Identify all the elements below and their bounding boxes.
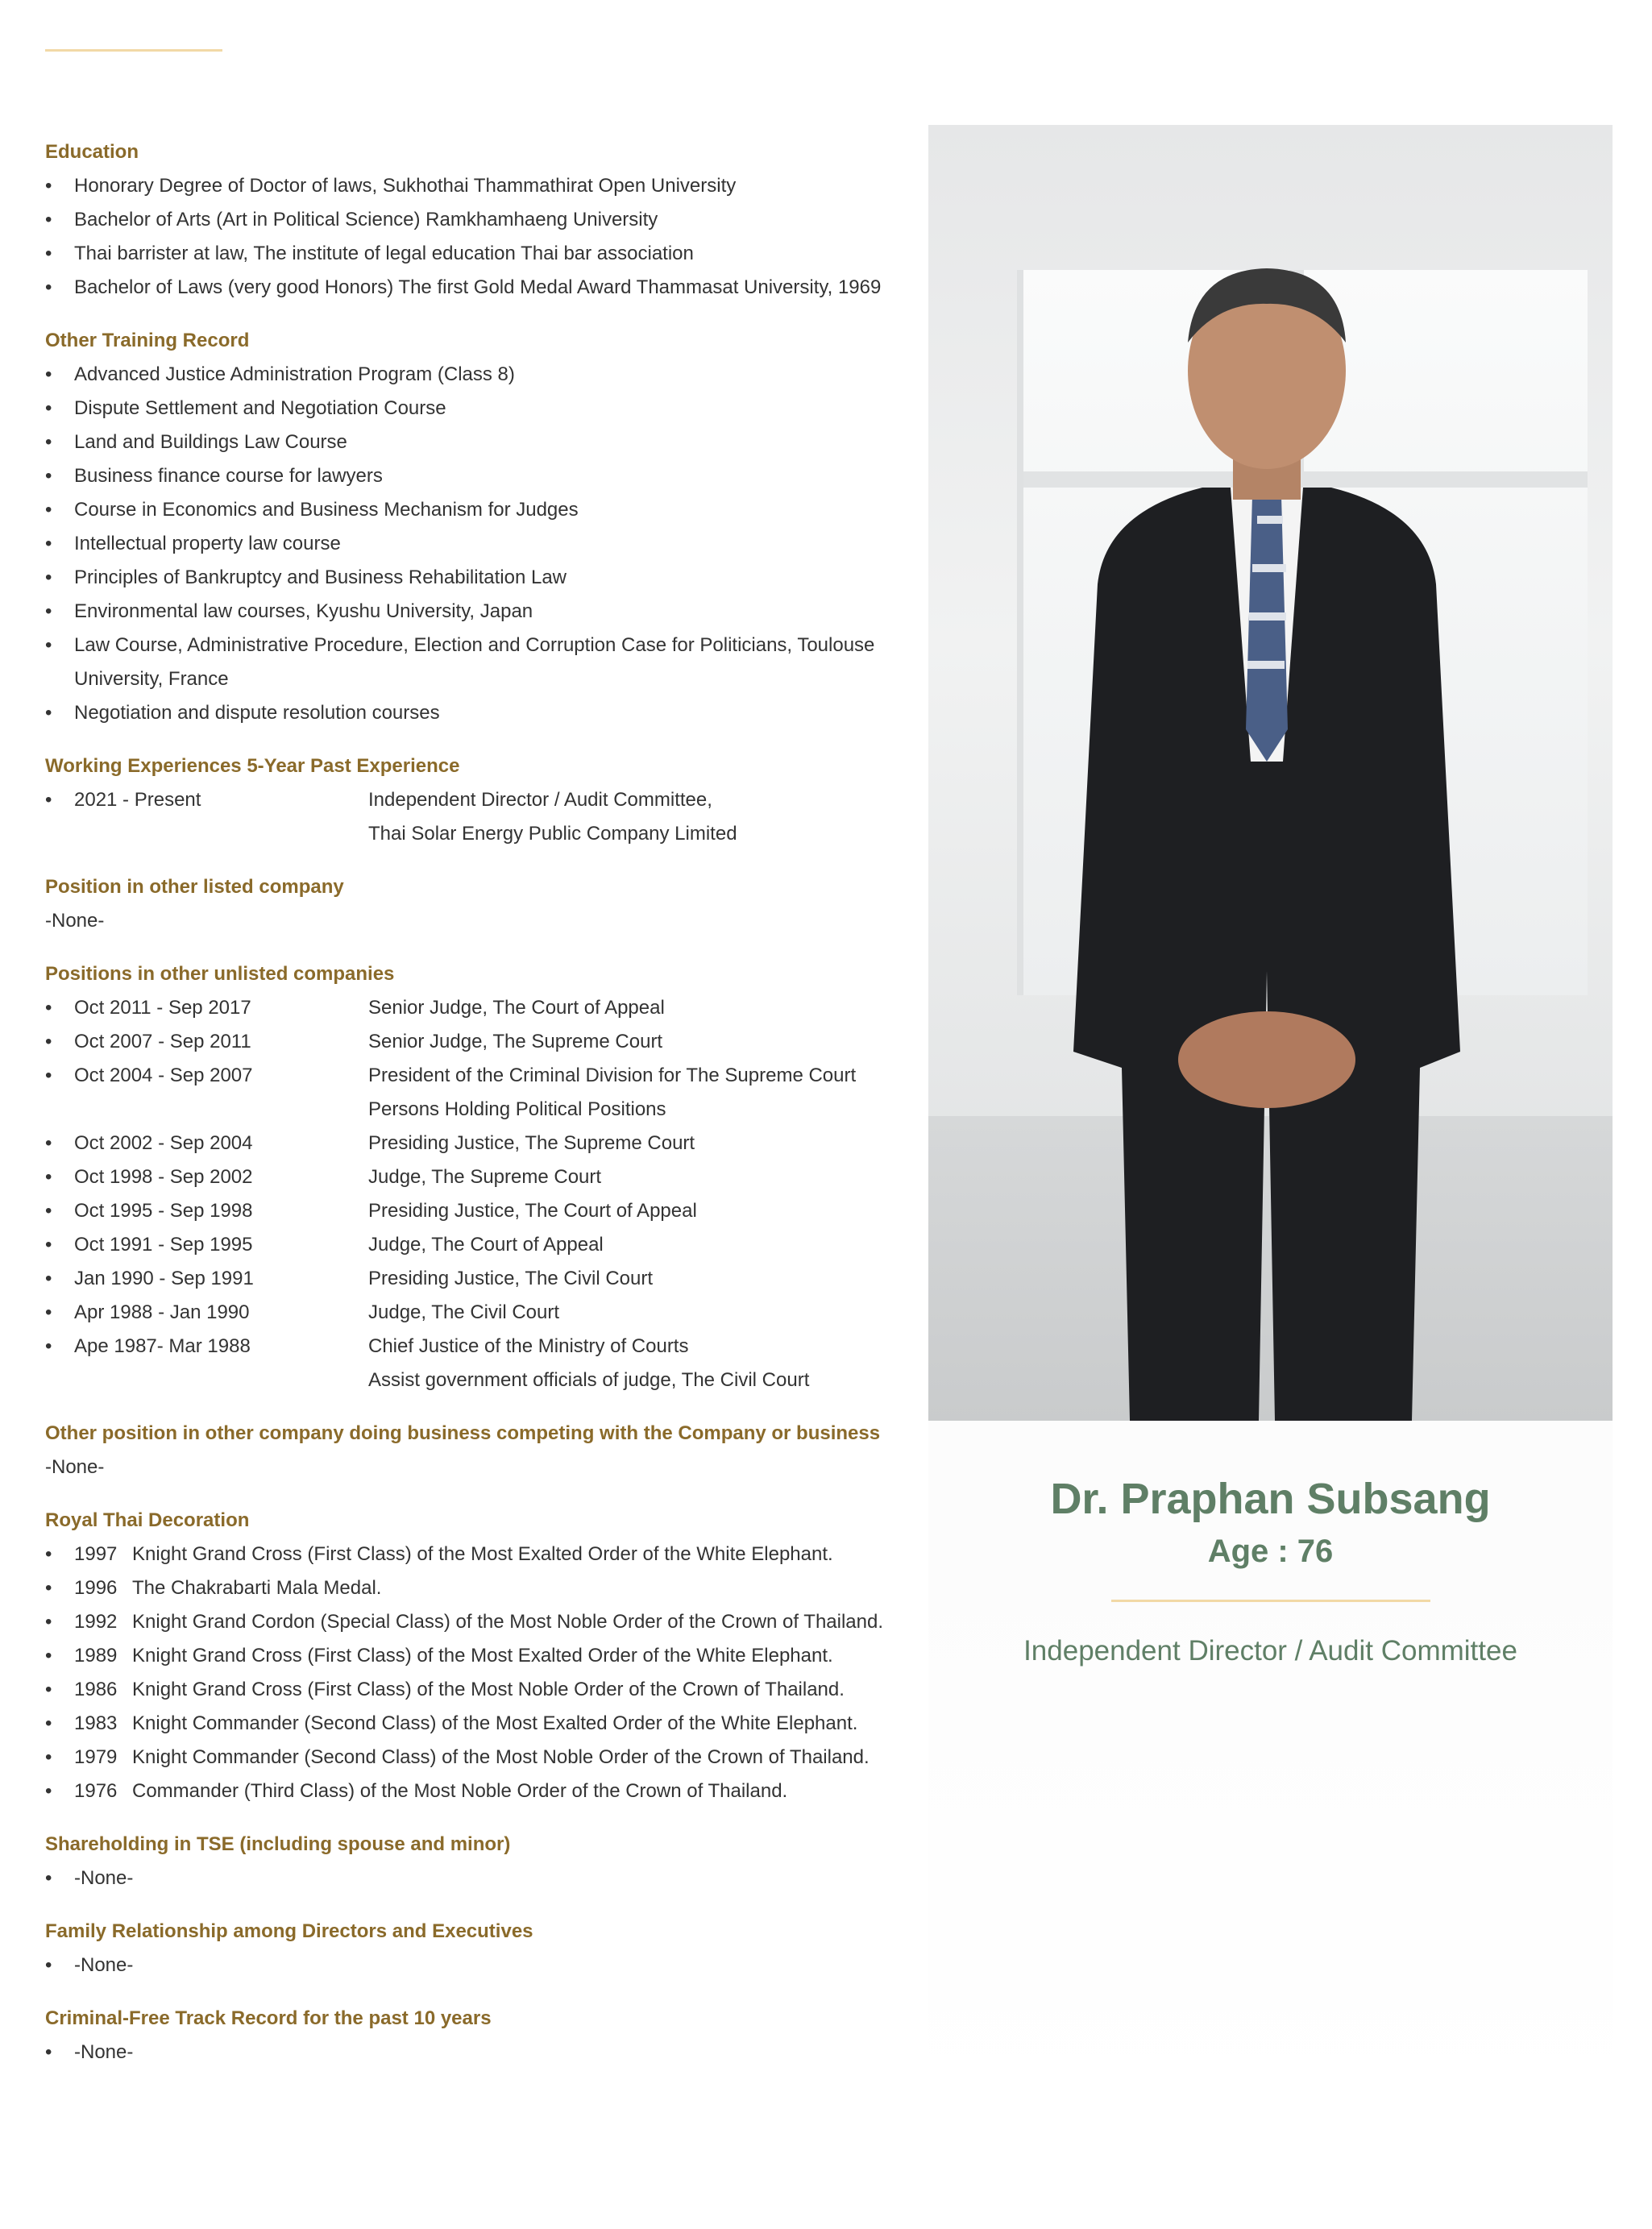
item-description: Judge, The Civil Court [368,1301,559,1323]
shareholding-heading: Shareholding in TSE (including spouse and minor) [45,1833,511,1855]
item-date: • Oct 2011 - Sep 2017 [74,997,251,1019]
description-line: President of the Criminal Division for The Supreme Court [368,1065,857,1086]
experience-list [45,783,899,851]
item-date: • Ape 1987- Mar 1988 [74,1335,251,1357]
list-item [45,1538,899,1571]
list-item [45,1707,899,1741]
decoration-description: Commander (Third Class) of the Most Noble Order of the Crown of Thailand. [132,1780,788,1802]
list-item: • Thai barrister at law, The institute of legal education Thai bar association [45,237,899,271]
description-line: Independent Director / Audit Committee, [368,789,712,811]
person-figure-icon [1041,246,1492,1421]
item-date: • Oct 2007 - Sep 2011 [74,1031,251,1052]
profile-panel [928,125,1613,2107]
decoration-description: Knight Commander (Second Class) of the Most Noble Order of the Crown of Thailand. [132,1746,870,1768]
unlisted-companies-heading: Positions in other unlisted companies [45,963,395,985]
item-date: • Jan 1990 - Sep 1991 [74,1268,254,1289]
person-name: Dr. Praphan Subsang [1050,1475,1491,1523]
list-item [45,1673,899,1707]
training-heading: Other Training Record [45,330,250,351]
item-date: • Oct 1998 - Sep 2002 [74,1166,253,1188]
decoration-year: • 1992 [74,1611,118,1633]
list-item [45,1194,899,1228]
list-item [45,1262,899,1296]
item-description [368,783,899,851]
list-item: • -None- [45,1862,899,1895]
criminal-record-heading: Criminal-Free Track Record for the past 10 years [45,2007,492,2029]
family-relationship-list [45,1949,899,1982]
education-section [45,135,899,305]
list-item [45,1296,899,1330]
experience-heading: Working Experiences 5-Year Past Experience [45,755,460,777]
person-age: Age : 76 [1207,1534,1334,1569]
listed-company-value: -None- [45,910,105,932]
item-date: • Oct 1991 - Sep 1995 [74,1234,253,1256]
list-item: • Bachelor of Laws (very good Honors) The first Gold Medal Award Thammasat University, 1969 [45,271,899,305]
family-relationship-heading: Family Relationship among Directors and Executives [45,1920,533,1942]
decoration-description: Knight Grand Cross (First Class) of the Most Exalted Order of the White Elephant. [132,1645,833,1667]
portrait-photo [928,125,1613,1421]
decoration-description: Knight Commander (Second Class) of the Most Exalted Order of the White Elephant. [132,1712,858,1734]
education-heading: Education [45,141,139,163]
item-description: Presiding Justice, The Supreme Court [368,1132,695,1154]
description-line: Chief Justice of the Ministry of Courts [368,1335,689,1357]
item-date: • Oct 2002 - Sep 2004 [74,1132,253,1154]
top-gold-rule [45,49,222,52]
criminal-record-list [45,2036,899,2069]
list-item: • Business finance course for lawyers [45,459,899,493]
item-date: • Oct 2004 - Sep 2007 [74,1065,253,1086]
education-list [45,169,899,305]
item-date: • Apr 1988 - Jan 1990 [74,1301,250,1323]
decoration-year: • 1989 [74,1645,118,1667]
list-item: • -None- [45,1949,899,1982]
list-item [45,1605,899,1639]
person-role: Independent Director / Audit Committee [1023,1635,1517,1667]
list-item: • Advanced Justice Administration Program (Class 8) [45,358,899,392]
item-description [368,1330,899,1397]
list-item: • -None- [45,2036,899,2069]
list-item [45,783,899,851]
decoration-year: • 1997 [74,1543,118,1565]
profile-info [928,1471,1613,1671]
item-description: Judge, The Court of Appeal [368,1234,604,1256]
list-item: • Intellectual property law course [45,527,899,561]
list-item [45,1741,899,1774]
list-item [45,1160,899,1194]
list-item [45,1228,899,1262]
decoration-heading: Royal Thai Decoration [45,1509,250,1531]
list-item [45,1639,899,1673]
shareholding-section [45,1828,899,1895]
family-relationship-section [45,1915,899,1982]
decoration-description: The Chakrabarti Mala Medal. [132,1577,382,1599]
item-description [368,1059,899,1127]
list-item [45,991,899,1025]
list-item: • Honorary Degree of Doctor of laws, Sukhothai Thammathirat Open University [45,169,899,203]
list-item: • Course in Economics and Business Mechanism for Judges [45,493,899,527]
list-item: • Principles of Bankruptcy and Business Rehabilitation Law [45,561,899,595]
decoration-description: Knight Grand Cross (First Class) of the Most Noble Order of the Crown of Thailand. [132,1679,845,1700]
list-item [45,1059,899,1127]
training-list [45,358,899,730]
description-line: Persons Holding Political Positions [368,1098,666,1120]
training-section [45,324,899,730]
decoration-year: • 1976 [74,1780,118,1802]
decoration-description: Knight Grand Cross (First Class) of the Most Exalted Order of the White Elephant. [132,1543,833,1565]
person-silhouette [1041,246,1492,1421]
competing-business-value: -None- [45,1456,105,1478]
description-line: Thai Solar Energy Public Company Limited [368,823,737,845]
competing-business-section [45,1417,899,1484]
list-item: • Negotiation and dispute resolution courses [45,696,899,730]
item-description: Senior Judge, The Supreme Court [368,1031,663,1052]
item-description: Judge, The Supreme Court [368,1166,602,1188]
list-item [45,1571,899,1605]
divider [1111,1600,1430,1602]
listed-company-section [45,870,899,938]
unlisted-companies-section [45,957,899,1397]
decoration-section [45,1504,899,1808]
list-item: • Land and Buildings Law Course [45,425,899,459]
decoration-year: • 1979 [74,1746,118,1768]
item-date: • Oct 1995 - Sep 1998 [74,1200,253,1222]
listed-company-heading: Position in other listed company [45,876,344,898]
list-item [45,1774,899,1808]
item-description: Presiding Justice, The Court of Appeal [368,1200,697,1222]
decoration-list [45,1538,899,1808]
item-date: • 2021 - Present [74,789,201,811]
decoration-description: Knight Grand Cordon (Special Class) of the Most Noble Order of the Crown of Thailand. [132,1611,884,1633]
competing-business-heading: Other position in other company doing business competing with the Company or business [45,1422,881,1444]
description-line: Assist government officials of judge, The Civil Court [368,1369,810,1391]
decoration-year: • 1983 [74,1712,118,1734]
experience-section [45,749,899,851]
list-item: • Environmental law courses, Kyushu University, Japan [45,595,899,629]
biography-column [45,135,899,2089]
list-item: • Law Course, Administrative Procedure, Election and Corruption Case for Politicians, Toulouse University, France [45,629,899,696]
decoration-year: • 1996 [74,1577,118,1599]
shareholding-list [45,1862,899,1895]
list-item: • Bachelor of Arts (Art in Political Science) Ramkhamhaeng University [45,203,899,237]
list-item: • Dispute Settlement and Negotiation Course [45,392,899,425]
decoration-year: • 1986 [74,1679,118,1700]
item-description: Senior Judge, The Court of Appeal [368,997,665,1019]
unlisted-companies-list [45,991,899,1397]
list-item [45,1025,899,1059]
list-item [45,1330,899,1397]
list-item [45,1127,899,1160]
item-description: Presiding Justice, The Civil Court [368,1268,654,1289]
criminal-record-section [45,2002,899,2069]
